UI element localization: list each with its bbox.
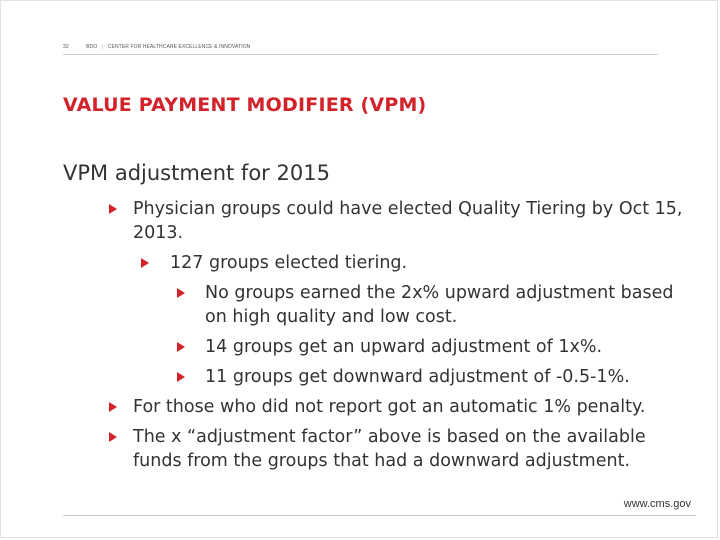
triangle-bullet-icon	[141, 258, 149, 268]
list-item	[1, 197, 693, 245]
list-item	[1, 395, 693, 419]
center-name: CENTER FOR HEALTHCARE EXCELLENCE & INNOVATION	[107, 44, 251, 50]
bullet-text: For those who did not report got an automatic 1% penalty.	[133, 397, 646, 417]
footer-divider	[63, 515, 696, 516]
triangle-bullet-icon	[177, 372, 185, 382]
bullet-text: Physician groups could have elected Quality Tiering by Oct 15, 2013.	[133, 199, 683, 243]
triangle-bullet-icon	[177, 342, 185, 352]
triangle-bullet-icon	[109, 204, 117, 214]
list-item	[1, 251, 690, 275]
bullet-text: The x “adjustment factor” above is based on the available funds from the groups that had a downward adjustment.	[133, 427, 646, 471]
triangle-bullet-icon	[109, 402, 117, 412]
bullet-list	[1, 197, 719, 479]
slide-subtitle: VPM adjustment for 2015	[63, 161, 330, 185]
bullet-text: 14 groups get an upward adjustment of 1x%.	[205, 337, 603, 357]
bullet-text: No groups earned the 2x% upward adjustment based on high quality and low cost.	[205, 283, 674, 327]
bullet-text: 127 groups elected tiering.	[170, 253, 408, 273]
source-link[interactable]: www.cms.gov	[623, 498, 691, 510]
list-item	[1, 365, 685, 389]
slide-title: VALUE PAYMENT MODIFIER (VPM)	[63, 94, 427, 116]
list-item	[1, 335, 685, 359]
triangle-bullet-icon	[177, 288, 185, 298]
header-meta	[63, 44, 250, 50]
list-item	[1, 281, 685, 329]
header-separator: |	[101, 44, 104, 50]
bullet-text: 11 groups get downward adjustment of -0.5-1%.	[205, 367, 630, 387]
triangle-bullet-icon	[109, 432, 117, 442]
header-divider	[63, 54, 658, 55]
page-number: 32	[63, 44, 69, 50]
org-name: BDO	[86, 44, 98, 50]
list-item	[1, 425, 693, 473]
